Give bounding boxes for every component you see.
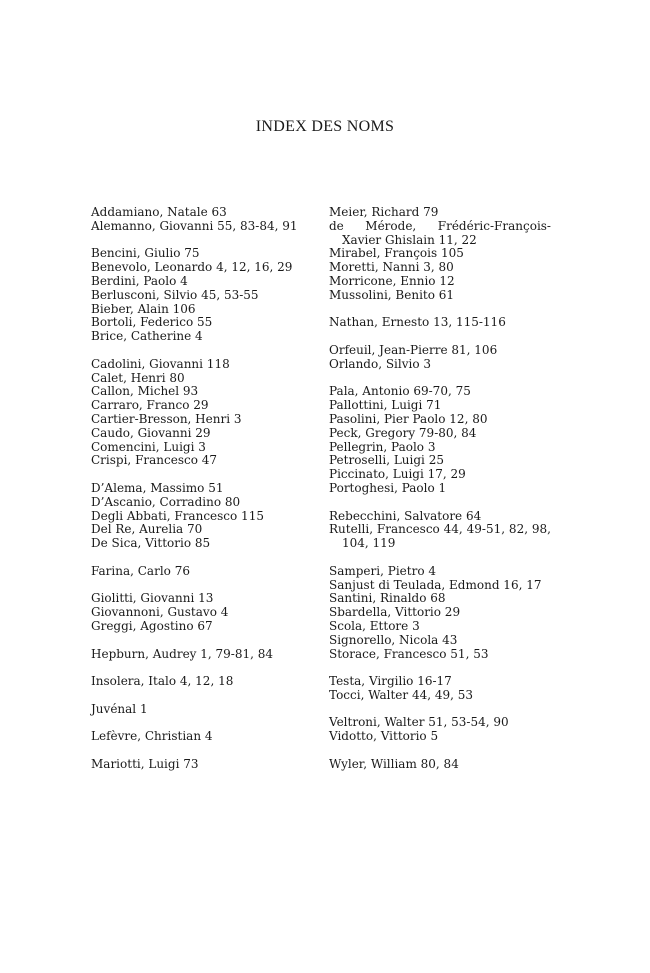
index-entry: Brice, Catherine 4 [91,329,203,344]
index-letter-group [329,565,551,662]
index-letter-group [329,385,551,495]
index-letter-group [329,510,551,551]
index-entry: Lefèvre, Christian 4 [91,729,213,744]
index-entry: Pallottini, Luigi 71 [329,398,442,413]
index-entry: Sanjust di Teulada, Edmond 16, 17 [329,577,542,592]
index-entry: Peck, Gregory 79-80, 84 [329,425,477,440]
index-entry: Addamiano, Natale 63 [91,205,227,219]
index-entry: D’Ascanio, Corradino 80 [91,494,241,509]
index-entry: Pellegrin, Paolo 3 [329,439,436,454]
index-letter-group [91,730,313,744]
index-entry: Mirabel, François 105 [329,246,464,261]
index-entry: Santini, Rinaldo 68 [329,591,446,606]
index-entry: Giovannoni, Gustavo 4 [91,605,229,620]
index-entry: Morricone, Ennio 12 [329,273,455,288]
index-entry: Carraro, Franco 29 [91,398,209,413]
index-entry: Del Re, Aurelia 70 [91,522,203,537]
index-entry: Portoghesi, Paolo 1 [329,480,447,495]
index-entry: Wyler, William 80, 84 [329,756,459,771]
index-entry: D’Alema, Massimo 51 [91,480,224,495]
index-entry: Comencini, Luigi 3 [91,439,206,454]
index-entry: Nathan, Ernesto 13, 115-116 [329,315,506,330]
page-title: INDEX DES NOMS [255,118,395,135]
index-entry: Callon, Michel 93 [91,384,199,399]
index-entry: Mariotti, Luigi 73 [91,756,199,771]
index-entry: Petroselli, Luigi 25 [329,453,444,468]
index-letter-group [91,482,313,551]
index-entry: Pala, Antonio 69-70, 75 [329,384,471,399]
index-letter-group [91,648,313,662]
index-entry: Alemanno, Giovanni 55, 83-84, 91 [91,218,298,233]
index-letter-group [91,358,313,468]
index-entry: Rebecchini, Salvatore 64 [329,508,482,523]
index-letter-group [329,716,551,744]
index-entry: Cartier-Bresson, Henri 3 [91,411,242,426]
index-entry: Scola, Ettore 3 [329,618,420,633]
index-entry: Crispi, Francesco 47 [91,453,218,468]
index-entry: Benevolo, Leonardo 4, 12, 16, 29 [91,260,293,275]
index-letter-group [91,758,313,772]
index-entry: Hepburn, Audrey 1, 79-81, 84 [91,646,274,661]
index-entry: Bortoli, Federico 55 [91,315,213,330]
index-column-left [91,206,313,785]
index-entry: Juvénal 1 [91,701,148,716]
index-entry: Caudo, Giovanni 29 [91,425,211,440]
index-letter-group [329,206,551,303]
index-entry: Calet, Henri 80 [91,370,185,385]
index-entry: Pasolini, Pier Paolo 12, 80 [329,411,488,426]
index-entry: De Sica, Vittorio 85 [91,536,211,551]
index-column-right [329,206,551,785]
index-letter-group [91,675,313,689]
index-letter-group [329,758,551,772]
index-entry: Piccinato, Luigi 17, 29 [329,467,466,482]
index-entry: de Mérode, Frédéric-François-Xavier Ghislain 11, 22 [329,218,551,247]
index-entry: Giolitti, Giovanni 13 [91,591,214,606]
index-entry: Sbardella, Vittorio 29 [329,605,461,620]
index-entry: Berlusconi, Silvio 45, 53-55 [91,287,259,302]
index-entry: Orfeuil, Jean-Pierre 81, 106 [329,342,498,357]
index-letter-group [329,344,551,372]
index-entry: Samperi, Pietro 4 [329,563,436,578]
index-letter-group [91,247,313,344]
index-entry: Storace, Francesco 51, 53 [329,646,489,661]
index-entry: Veltroni, Walter 51, 53-54, 90 [329,715,509,730]
index-entry: Rutelli, Francesco 44, 49-51, 82, 98, 104, 119 [329,522,551,551]
index-entry: Signorello, Nicola 43 [329,632,458,647]
index-entry: Greggi, Agostino 67 [91,618,213,633]
index-letter-group [91,592,313,633]
index-entry: Farina, Carlo 76 [91,563,190,578]
index-entry: Insolera, Italo 4, 12, 18 [91,674,234,689]
index-entry: Moretti, Nanni 3, 80 [329,260,454,275]
index-entry: Berdini, Paolo 4 [91,273,188,288]
index-entry: Orlando, Silvio 3 [329,356,432,371]
index-entry: Bieber, Alain 106 [91,301,196,316]
index-letter-group [91,703,313,717]
index-entry: Bencini, Giulio 75 [91,246,200,261]
index-entry: Testa, Virgilio 16-17 [329,674,452,689]
index-entry: Cadolini, Giovanni 118 [91,356,230,371]
index-letter-group [329,316,551,330]
index-entry: Vidotto, Vittorio 5 [329,729,439,744]
index-entry: Degli Abbati, Francesco 115 [91,508,264,523]
index-entry: Meier, Richard 79 [329,205,439,219]
index-entry: Tocci, Walter 44, 49, 53 [329,687,474,702]
index-letter-group [329,675,551,703]
index-letter-group [91,565,313,579]
index-entry: Mussolini, Benito 61 [329,287,455,302]
index-letter-group [91,206,313,234]
